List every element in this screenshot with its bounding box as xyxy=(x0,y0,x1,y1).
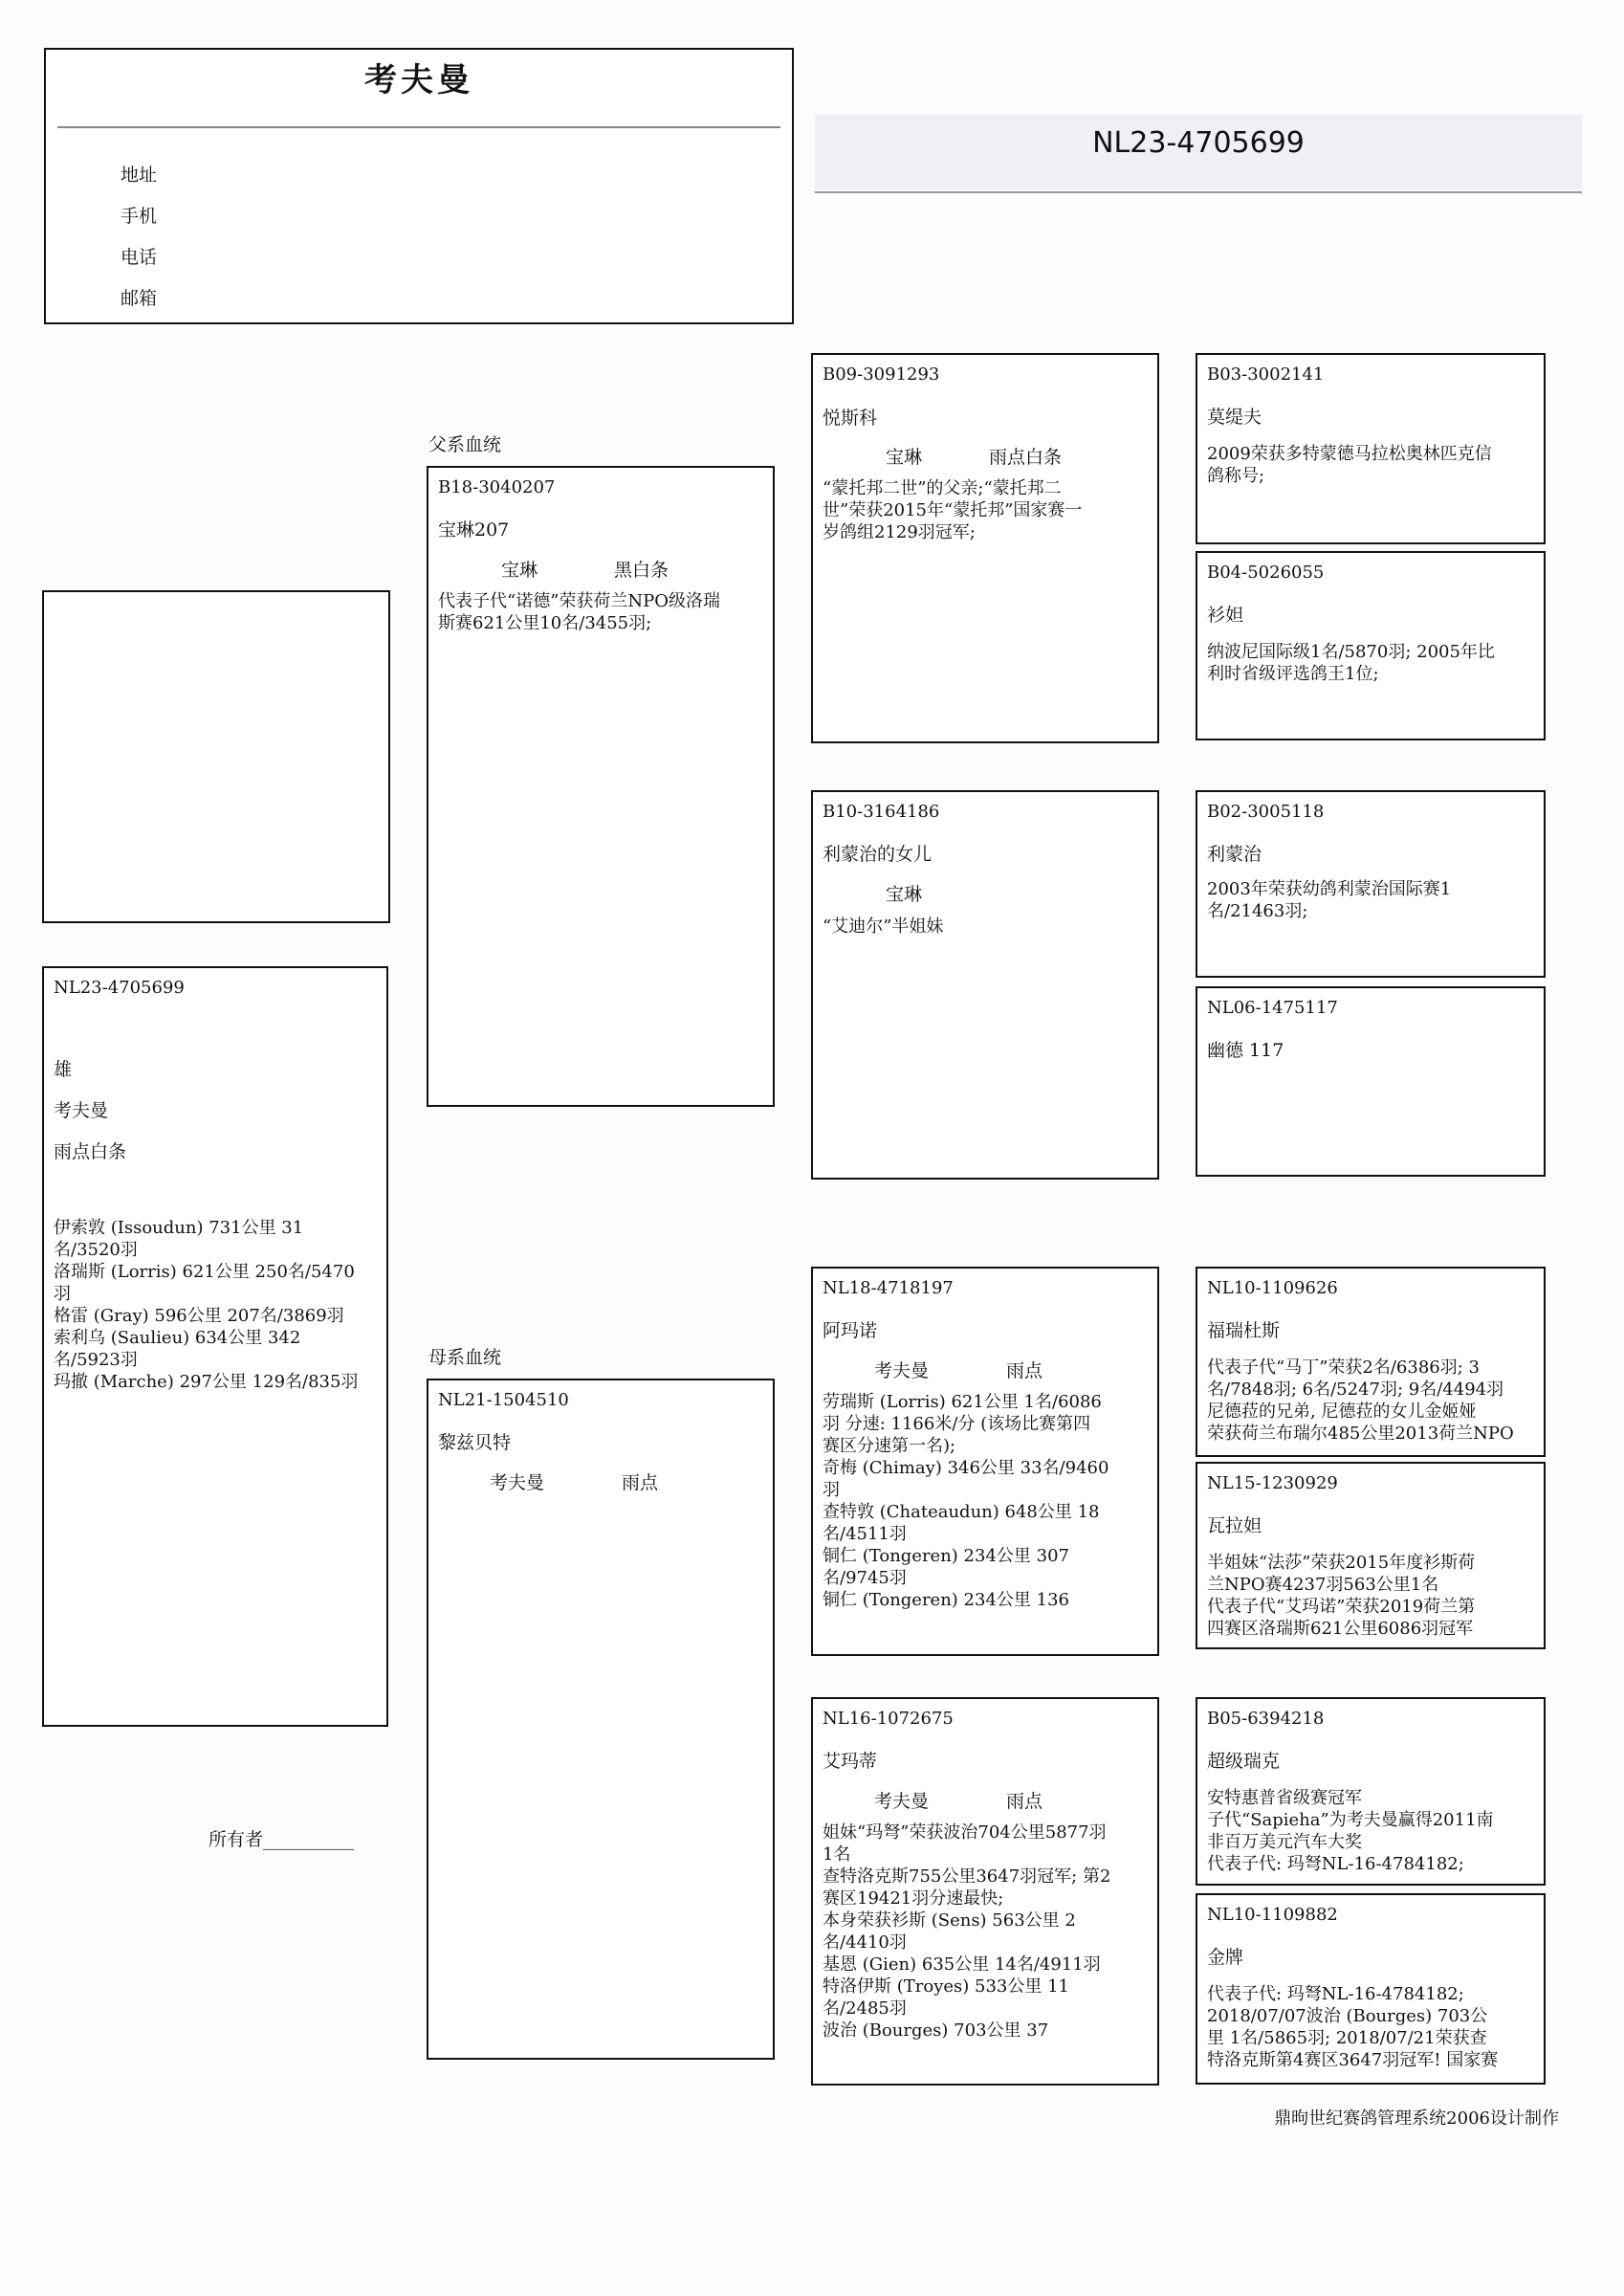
owner-title: 考夫曼 xyxy=(364,61,473,99)
dam-dam-ring: NL16-1072675 xyxy=(823,1709,954,1729)
great-grandparent-ring: B02-3005118 xyxy=(1207,802,1325,822)
dam-dam-color: 雨点 xyxy=(1006,1791,1043,1812)
great-grandparent-description: 代表子代: 玛弩NL-16-4784182; 2018/07/07波治 (Bourges) 703公 里 1名/5865羽; 2018/07/21荣获查 特洛克斯第4赛区3647羽冠军! 国家赛 xyxy=(1207,1984,1499,2070)
subject-name: 考夫曼 xyxy=(54,1100,109,1121)
great-grandparent-name: 超级瑞克 xyxy=(1207,1751,1281,1772)
sire-card xyxy=(427,466,775,1107)
great-grandparent-name: 金牌 xyxy=(1207,1947,1244,1968)
sire-dam-description: “艾迪尔”半姐妹 xyxy=(823,916,944,937)
address-label: 地址 xyxy=(121,165,158,186)
dam-sire-card xyxy=(811,1267,1159,1656)
great-grandparent-ring: NL10-1109882 xyxy=(1207,1905,1338,1925)
dam-sire-description: 劳瑞斯 (Lorris) 621公里 1名/6086 羽 分速: 1166米/分 (该场比赛第四 赛区分速第一名); 奇梅 (Chimay) 346公里 33名/9460 羽 查特敦 (Chateaudun) 648公里 18 名/4511羽 铜仁 (Tongeren) 234公里 307 名/9745羽 铜仁 (Tongeren) 234公里 136 xyxy=(823,1392,1109,1610)
great-grandparent-card xyxy=(1196,1267,1546,1457)
great-grandparent-card xyxy=(1196,986,1546,1177)
great-grandparent-name: 瓦拉妲 xyxy=(1207,1515,1262,1536)
dam-breeder: 考夫曼 xyxy=(490,1472,545,1493)
great-grandparent-description: 安特惠普省级赛冠军 子代“Sapieha”为考夫曼赢得2011南 非百万美元汽车大奖 代表子代: 玛弩NL-16-4784182; xyxy=(1207,1788,1494,1874)
dam-card xyxy=(427,1379,775,2060)
sire-dam-breeder: 宝琳 xyxy=(886,884,923,905)
great-grandparent-description: 2009荣获多特蒙德马拉松奥林匹克信 鸽称号; xyxy=(1207,444,1492,486)
sire-dam-name: 利蒙治的女儿 xyxy=(823,844,933,865)
dam-ring: NL21-1504510 xyxy=(438,1390,569,1410)
sire-sire-color: 雨点白条 xyxy=(989,447,1063,468)
sire-sire-card xyxy=(811,353,1159,743)
great-grandparent-description: 纳波尼国际级1名/5870羽; 2005年比 利时省级评选鸽王1位; xyxy=(1207,642,1495,684)
great-grandparent-ring: NL10-1109626 xyxy=(1207,1278,1338,1298)
great-grandparent-card xyxy=(1196,790,1546,978)
dam-dam-breeder: 考夫曼 xyxy=(874,1791,930,1812)
great-grandparent-name: 幽德 117 xyxy=(1207,1040,1284,1061)
footer-credit: 鼎昫世纪赛鸽管理系统2006设计制作 xyxy=(1274,2108,1559,2129)
great-grandparent-name: 莫缇夫 xyxy=(1207,407,1262,428)
great-grandparent-card xyxy=(1196,551,1546,740)
sire-breeder: 宝琳 xyxy=(501,560,538,581)
subject-results: 伊索敦 (Issoudun) 731公里 31 名/3520羽 洛瑞斯 (Lorris) 621公里 250名/5470 羽 格雷 (Gray) 596公里 207名/3869羽 索利乌 (Saulieu) 634公里 342 名/5923羽 玛撤 (Marche) 297公里 129名/835羽 xyxy=(54,1218,359,1392)
dam-dam-card xyxy=(811,1697,1159,2086)
dam-color: 雨点 xyxy=(622,1472,659,1493)
sire-color: 黑白条 xyxy=(614,560,669,581)
great-grandparent-ring: B03-3002141 xyxy=(1207,364,1325,385)
dam-sire-name: 阿玛诺 xyxy=(823,1320,878,1341)
sire-dam-card xyxy=(811,790,1159,1180)
great-grandparent-description: 2003年荣获幼鸽利蒙治国际赛1 名/21463羽; xyxy=(1207,879,1452,921)
dam-sire-color: 雨点 xyxy=(1006,1360,1043,1381)
dam-sire-breeder: 考夫曼 xyxy=(874,1360,930,1381)
great-grandparent-card xyxy=(1196,1462,1546,1649)
header-divider xyxy=(815,191,1582,193)
dam-dam-description: 姐妹“玛弩”荣获波治704公里5877羽 1名 查特洛克斯755公里3647羽冠军; 第2 赛区19421羽分速最快; 本身荣获衫斯 (Sens) 563公里 2 名/4410羽 基恩 (Gien) 635公里 14名/4911羽 特洛伊斯 (Troyes) 533公里 11 名/2485羽 波治 (Bourges) 703公里 37 xyxy=(823,1822,1111,2041)
great-grandparent-ring: NL15-1230929 xyxy=(1207,1473,1338,1493)
great-grandparent-ring: NL06-1475117 xyxy=(1207,998,1338,1018)
mobile-label: 手机 xyxy=(121,206,158,227)
sire-line-label: 父系血统 xyxy=(428,434,502,455)
great-grandparent-card xyxy=(1196,353,1546,544)
owner-card xyxy=(44,48,794,324)
great-grandparent-card xyxy=(1196,1697,1546,1886)
great-grandparent-name: 利蒙治 xyxy=(1207,844,1262,865)
great-grandparent-ring: B05-6394218 xyxy=(1207,1709,1325,1729)
sire-dam-ring: B10-3164186 xyxy=(823,802,940,822)
great-grandparent-description: 半姐妹“法莎”荣获2015年度衫斯荷 兰NPO赛4237羽563公里1名 代表子代“艾玛诺”荣获2019荷兰第 四赛区洛瑞斯621公里6086羽冠军 xyxy=(1207,1553,1476,1639)
subject-ring: NL23-4705699 xyxy=(54,978,185,998)
sire-ring: B18-3040207 xyxy=(438,477,556,497)
dam-line-label: 母系血统 xyxy=(428,1347,502,1368)
phone-label: 电话 xyxy=(121,247,158,268)
sire-description: 代表子代“诺德”荣获荷兰NPO级洛瑞 斯赛621公里10名/3455羽; xyxy=(438,591,721,633)
great-grandparent-ring: B04-5026055 xyxy=(1207,563,1325,583)
sire-sire-ring: B09-3091293 xyxy=(823,364,940,385)
header-ring-number: NL23-4705699 xyxy=(1092,126,1305,160)
subject-card xyxy=(42,966,388,1727)
great-grandparent-card xyxy=(1196,1893,1546,2085)
great-grandparent-description: 代表子代“马丁”荣获2名/6386羽; 3 名/7848羽; 6名/5247羽; 9名/4494羽 尼德菈的兄弟, 尼德菈的女儿金姬娅 荣获荷兰布瑞尔485公里2013荷兰NPO xyxy=(1207,1358,1514,1444)
sire-name: 宝琳207 xyxy=(438,519,510,541)
dam-name: 黎兹贝特 xyxy=(438,1432,512,1453)
subject-color: 雨点白条 xyxy=(54,1141,127,1162)
dam-dam-name: 艾玛蒂 xyxy=(823,1751,878,1772)
subject-sex: 雄 xyxy=(54,1059,73,1080)
email-label: 邮箱 xyxy=(121,288,158,309)
great-grandparent-name: 衫妲 xyxy=(1207,605,1244,626)
sire-sire-breeder: 宝琳 xyxy=(886,447,923,468)
owner-signature-line: 所有者__________ xyxy=(208,1829,355,1850)
sire-sire-name: 悦斯科 xyxy=(823,408,878,429)
dam-sire-ring: NL18-4718197 xyxy=(823,1278,954,1298)
pigeon-photo xyxy=(42,590,390,923)
owner-title-divider xyxy=(57,126,780,128)
great-grandparent-name: 福瑞杜斯 xyxy=(1207,1320,1281,1341)
sire-sire-description: “蒙托邦二世”的父亲;“蒙托邦二 世”荣获2015年“蒙托邦”国家赛一 岁鸽组2129羽冠军; xyxy=(823,478,1083,542)
